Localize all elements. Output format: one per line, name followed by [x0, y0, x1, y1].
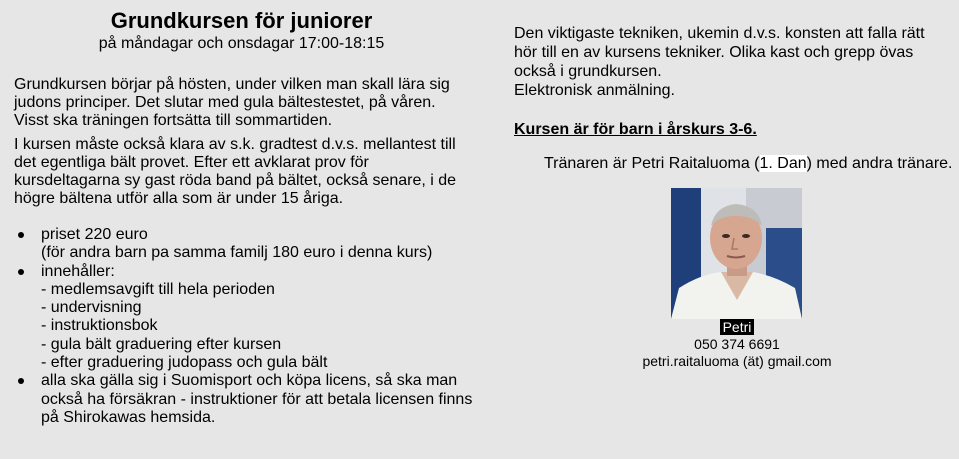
includes-heading: innehåller: — [41, 262, 115, 280]
course-details-list — [14, 226, 474, 427]
trainer-name-badge: Petri — [720, 319, 755, 335]
gradtest-paragraph: I kursen måste också klara av s.k. gradtest d.v.s. mellantest till det egentliga bält provet. Efter ett avklarat prov för kursdeltagarna sy gast röda band på bältet, också senare, i de högre bältena utför alla som är under 15 åriga. — [14, 136, 457, 207]
ukemi-line: Den viktigaste tekniken, ukemin d.v.s. konsten att falla rätt — [514, 25, 925, 42]
schedule-subtitle: på måndagar och onsdagar 17:00-18:15 — [98, 35, 385, 52]
includes-line: - efter graduering judopass och gula bält — [41, 354, 328, 372]
right-column — [514, 24, 954, 173]
dan-grade: 1. Dan — [759, 155, 807, 172]
price-text: priset 220 euro — [41, 226, 148, 243]
intro-paragraph: Grundkursen börjar på hösten, under vilken man skall lära sig judons principer. Det slutar med gula bältestestet, på våren. Visst ska träningen fortsätta till sommartiden. — [14, 76, 450, 129]
registration-text: Elektronisk anmälning. — [514, 82, 675, 99]
includes-line: - undervisning — [41, 299, 142, 317]
list-item-price — [14, 226, 474, 263]
course-target-note: Kursen är för barn i årskurs 3-6. — [514, 121, 757, 138]
includes-line: - gula bält graduering efter kursen — [41, 335, 282, 353]
list-item-includes — [14, 263, 474, 373]
left-column — [14, 8, 474, 427]
bullet-icon — [18, 232, 24, 238]
includes-line: - instruktionsbok — [41, 317, 158, 335]
license-text: alla ska gälla sig i Suomisport och köpa licens, så ska man också ha försäkran - instruktioner för att betala licensen finns på Shirokawas hemsida. — [41, 372, 473, 426]
bullet-icon — [18, 269, 24, 275]
ukemi-line: hör till en av kursens tekniker. Olika kast och grepp övas — [514, 44, 914, 61]
trainer-photo — [671, 188, 802, 319]
trainer-line — [514, 154, 954, 173]
trainer-phone: 050 374 6691 — [694, 336, 780, 352]
list-item-license — [14, 372, 474, 427]
page-title: Grundkursen för juniorer — [110, 8, 373, 33]
includes-line: - medlemsavgift till hela perioden — [41, 280, 275, 298]
price-sibling-text: (för andra barn pa samma familj 180 euro i denna kurs) — [41, 244, 433, 262]
ukemi-line: också i grundkursen. — [514, 63, 662, 80]
trainer-prefix: Tränaren är Petri Raitaluoma ( — [544, 155, 760, 172]
trainer-portrait-image — [671, 188, 802, 319]
trainer-email: petri.raitaluoma (ät) gmail.com — [642, 353, 832, 369]
bullet-icon — [18, 378, 24, 384]
trainer-suffix: ) med andra tränare. — [806, 155, 953, 172]
trainer-contact — [560, 319, 914, 370]
